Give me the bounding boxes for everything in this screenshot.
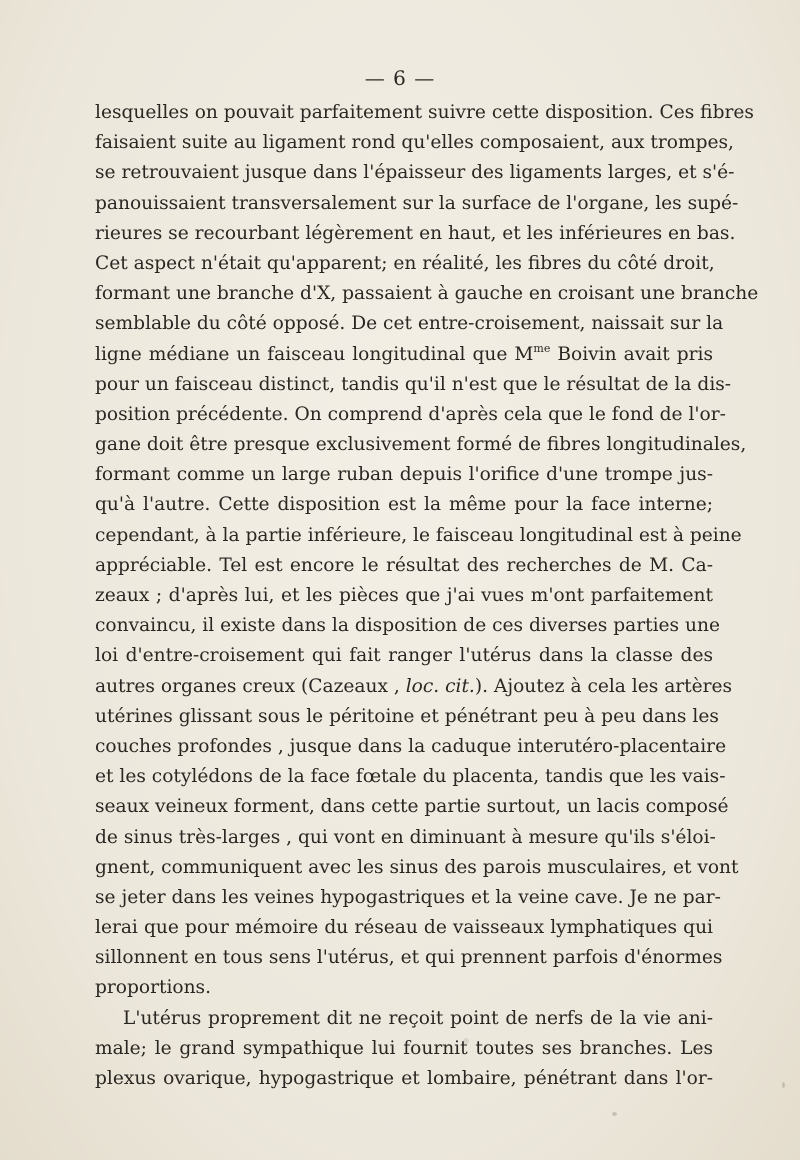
text-line [95,340,713,370]
text-line: position précédente. On comprend d'après cela que le fond de l'or- [95,403,726,425]
text-line: proportions. [95,977,212,999]
page-number: — 6 — [364,66,436,90]
text-line: formant comme un large ruban depuis l'orifice d'une trompe jus- [95,464,713,486]
text-line: utérines glissant sous le péritoine et pénétrant peu à peu dans les [95,705,719,727]
text-line: se retrouvaient jusque dans l'épaisseur des ligaments larges, et s'é- [95,162,735,184]
text-line: faisaient suite au ligament rond qu'elles composaient, aux trompes, [95,132,734,154]
text-line: plexus ovarique, hypogastrique et lombaire, pénétrant dans l'or- [95,1068,713,1089]
text-line: convaincu, il existe dans la disposition de ces diverses parties une [95,615,720,637]
text-line: et les cotylédons de la face fœtale du placenta, tandis que les vais- [95,766,726,788]
text-line: loi d'entre-croisement qui fait ranger l'utérus dans la classe des [95,645,713,667]
text-line: rieures se recourbant légèrement en haut, et les inférieures en bas. [95,222,736,244]
text-line: pour un faisceau distinct, tandis qu'il n'est que le résultat de la dis- [95,373,732,395]
paper-speck [463,1038,469,1044]
text-line: male; le grand sympathique lui fournit toutes ses branches. Les [95,1037,713,1059]
paper-speck [782,1082,785,1088]
text-line: sillonnent en tous sens l'utérus, et qui prennent parfois d'énormes [95,947,723,969]
text-line: Cet aspect n'était qu'apparent; en réalité, les fibres du côté droit, [95,252,715,274]
text-segment: Boivin avait pris [550,343,713,365]
text-line: semblable du côté opposé. De cet entre-croisement, naissait sur la [95,313,724,335]
text-line: se jeter dans les veines hypogastriques et la veine cave. Je ne par- [95,886,721,908]
paper-speck [612,1112,617,1116]
citation-italic: loc. cit. [405,675,475,697]
text-line: gnent, communiquent avec les sinus des parois musculaires, et vont [95,856,739,878]
text-line: zeaux ; d'après lui, et les pièces que j'ai vues m'ont parfaitement [95,585,713,606]
text-line [95,672,733,702]
text-line: gane doit être presque exclusivement formé de fibres longitudinales, [95,434,747,456]
text-segment: autres organes creux (Cazeaux , [95,675,406,697]
text-line: de sinus très-larges , qui vont en diminuant à mesure qu'ils s'éloi- [95,826,716,848]
text-line: qu'à l'autre. Cette disposition est la même pour la face interne; [95,494,713,516]
text-line: lesquelles on pouvait parfaitement suivre cette disposition. Ces fibres [95,102,754,123]
text-line: panouissaient transversalement sur la surface de l'organe, les supé- [95,192,739,214]
body-text [95,98,759,1094]
superscript: me [533,341,551,355]
text-line: lerai que pour mémoire du réseau de vaisseaux lymphatiques qui [95,917,713,939]
text-line: appréciable. Tel est encore le résultat des recherches de M. Ca- [95,554,713,576]
text-line: formant une branche d'X, passaient à gauche en croisant une branche [95,283,759,305]
text-line: couches profondes , jusque dans la caduque interutéro-placentaire [95,735,727,757]
text-line: L'utérus proprement dit ne reçoit point de nerfs de la vie ani- [123,1007,713,1029]
text-segment: ). Ajoutez à cela les artères [474,675,733,697]
text-segment: ligne médiane un faisceau longitudinal que M [95,343,534,365]
text-line: seaux veineux forment, dans cette partie surtout, un lacis composé [95,796,729,818]
text-line: cependant, à la partie inférieure, le faisceau longitudinal est à peine [95,524,742,546]
